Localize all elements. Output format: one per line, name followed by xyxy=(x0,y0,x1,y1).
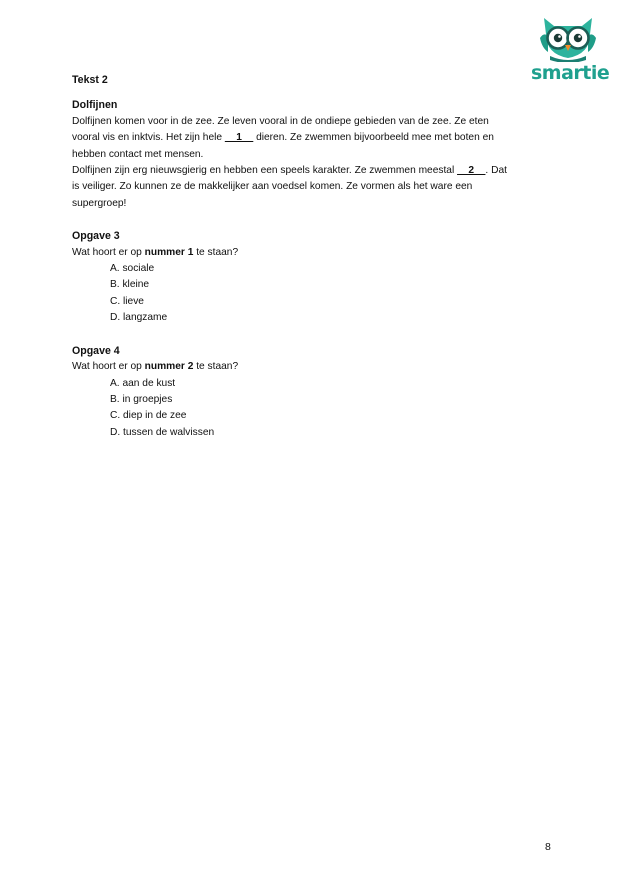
question-3-before: Wat hoort er op xyxy=(72,246,145,258)
page-number: 8 xyxy=(545,841,551,853)
paragraph-2-end: . Dat is veiliger. Zo kunnen ze de makkelijker aan voedsel komen. Ze vormen als het ware een supergroep! xyxy=(72,165,507,209)
option-3d: D. langzame xyxy=(110,312,168,324)
option-3b: B. kleine xyxy=(110,279,150,291)
opgave-4-question xyxy=(72,359,512,375)
question-4-number: nummer 2 xyxy=(144,361,194,373)
option-4d: D. tussen de walvissen xyxy=(110,426,215,438)
paragraph-1 xyxy=(72,114,512,163)
opgave-3-options xyxy=(72,261,512,327)
question-4-before: Wat hoort er op xyxy=(72,361,145,373)
text-subtitle: Dolfijnen xyxy=(72,99,118,112)
document-content xyxy=(72,72,512,441)
logo-wordmark: smartie xyxy=(531,62,610,84)
question-4-after: te staan? xyxy=(193,361,239,373)
opgave-4-title: Opgave 4 xyxy=(72,344,120,357)
blank-2: __2__ xyxy=(457,165,486,177)
paragraph-2-start: Dolfijnen zijn erg nieuwsgierig en hebben een speels karakter. Ze zwemmen meestal xyxy=(72,165,458,177)
option-4b: B. in groepjes xyxy=(110,393,173,405)
blank-1: __1__ xyxy=(224,132,254,144)
owl-icon xyxy=(538,14,598,62)
paragraph-1-start: Dolfijnen komen voor in de zee. Ze leven vooral in de ondiepe gebieden van de zee. Ze eten vooral vis en inktvis. Het zijn hele xyxy=(72,115,489,144)
opgave-3-question xyxy=(72,245,512,261)
option-3c: C. lieve xyxy=(110,295,144,307)
opgave-3-title: Opgave 3 xyxy=(72,230,120,243)
question-3-after: te staan? xyxy=(193,246,239,258)
smartie-logo xyxy=(531,14,610,86)
question-3-number: nummer 1 xyxy=(144,246,194,258)
option-3a: A. sociale xyxy=(110,263,155,275)
opgave-4-options xyxy=(72,376,512,442)
text-title: Tekst 2 xyxy=(72,74,108,86)
option-4c: C. diep in de zee xyxy=(110,410,187,422)
paragraph-2 xyxy=(72,163,512,212)
paragraph-1-end: dieren. Ze zwemmen bijvoorbeeld mee met boten en hebben contact met mensen. xyxy=(72,132,494,160)
option-4a: A. aan de kust xyxy=(110,377,176,389)
